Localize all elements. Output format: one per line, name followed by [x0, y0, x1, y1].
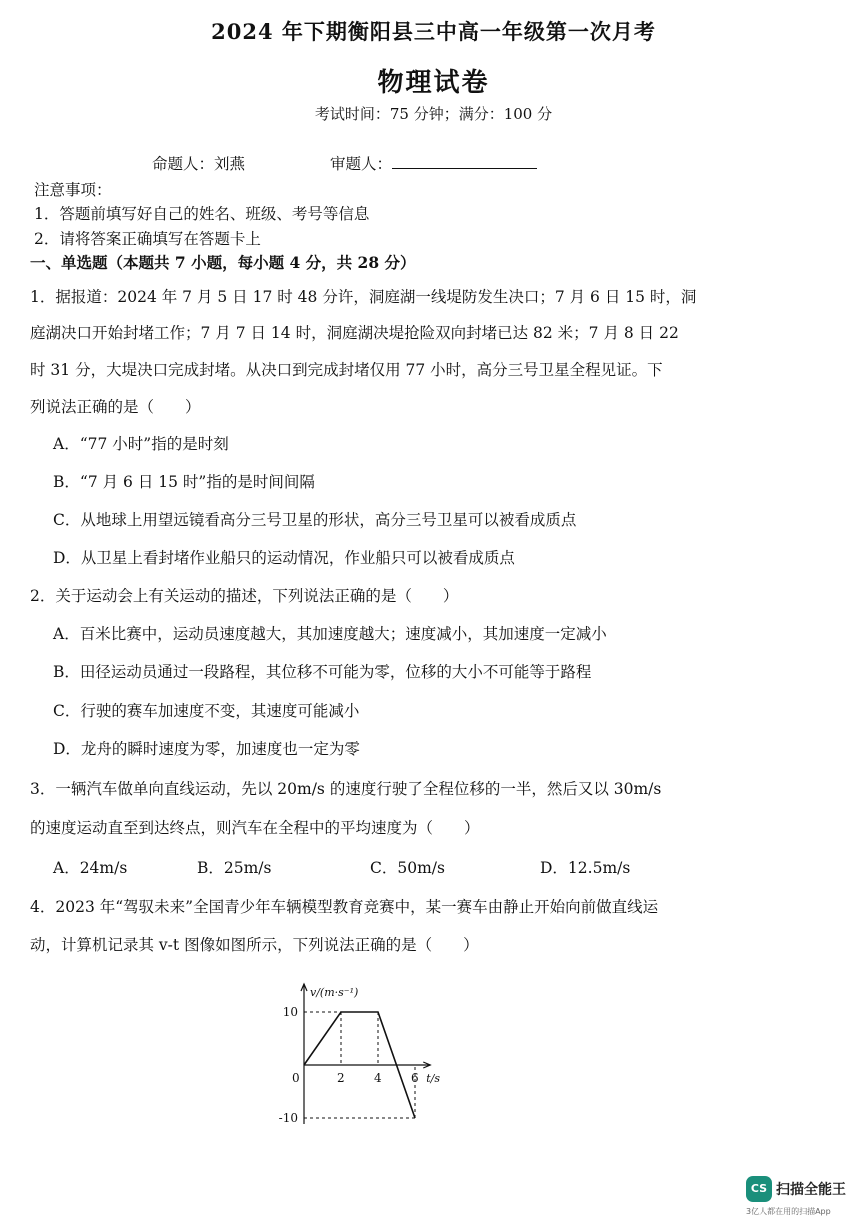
q1-line: 时 31 分，大堤决口完成封堵。从决口到完成封堵仅用 77 小时，高分三号卫星全程见证。下	[30, 361, 663, 379]
vt-graph	[270, 965, 470, 1140]
scanner-watermark	[742, 1176, 862, 1222]
q1-option-b: B．“7 月 6 日 15 时”指的是时间间隔	[53, 473, 315, 491]
x-tick-label: 0	[292, 1071, 300, 1085]
q3-line: 的速度运动直至到达终点，则汽车在全程中的平均速度为（ ）	[30, 819, 480, 837]
q1-option-d: D．从卫星上看封堵作业船只的运动情况，作业船只可以被看成质点	[53, 549, 515, 567]
q1-line: 列说法正确的是（ ）	[30, 398, 201, 416]
x-axis-label: t/s	[426, 1072, 441, 1085]
q3-option-d: D．12.5m/s	[540, 859, 631, 877]
reviewer-label: 审题人：	[330, 155, 393, 173]
q1-option-c: C．从地球上用望远镜看高分三号卫星的形状，高分三号卫星可以被看成质点	[53, 511, 577, 529]
q3-option-a: A．24m/s	[53, 859, 128, 877]
q2-option-b: B．田径运动员通过一段路程，其位移不可能为零，位移的大小不可能等于路程	[53, 663, 592, 681]
q4-line: 动，计算机记录其 v-t 图像如图所示，下列说法正确的是（ ）	[30, 936, 479, 954]
watermark-tagline: 3亿人都在用的扫描App	[746, 1207, 831, 1216]
x-tick-label: 6	[411, 1071, 419, 1085]
q1-line: 庭湖决口开始封堵工作；7 月 7 日 14 时，洞庭湖决堤抢险双向封堵已达 82 米；7 月 8 日 22	[30, 324, 679, 342]
q1-option-a: A．“77 小时”指的是时刻	[53, 435, 229, 453]
exam-subject: 物理试卷	[377, 68, 490, 98]
x-tick-label: 2	[337, 1071, 345, 1085]
q3-line: 3．一辆汽车做单向直线运动，先以 20m/s 的速度行驶了全程位移的一半，然后又以 30m/s	[30, 780, 662, 798]
exam-info: 考试时间：75 分钟；满分：100 分	[314, 105, 553, 123]
y-axis-label: v/(m·s⁻¹)	[310, 986, 359, 999]
camscanner-icon: CS	[746, 1176, 772, 1202]
notes-heading: 注意事项：	[34, 181, 112, 199]
q2-stem: 2．关于运动会上有关运动的描述，下列说法正确的是（ ）	[30, 587, 459, 605]
q3-option-b: B．25m/s	[197, 859, 272, 877]
setter: 命题人：刘燕	[152, 155, 246, 173]
q2-option-d: D．龙舟的瞬时速度为零，加速度也一定为零	[53, 740, 360, 758]
watermark-name: 扫描全能王	[776, 1182, 846, 1198]
note-item: 2．请将答案正确填写在答题卡上	[34, 230, 261, 248]
y-tick-label: 10	[282, 1005, 298, 1019]
section-heading: 一、单选题（本题共 7 小题，每小题 4 分，共 28 分）	[30, 253, 416, 272]
q2-option-c: C．行驶的赛车加速度不变，其速度可能减小	[53, 702, 360, 720]
x-tick-label: 4	[374, 1071, 382, 1085]
y-tick-label: -10	[278, 1111, 298, 1125]
q3-option-c: C．50m/s	[370, 859, 445, 877]
reviewer	[330, 152, 537, 174]
note-item: 1．答题前填写好自己的姓名、班级、考号等信息	[34, 205, 370, 223]
q1-line: 1．据报道：2024 年 7 月 5 日 17 时 48 分许，洞庭湖一线堤防发生决口；7 月 6 日 15 时，洞	[30, 288, 697, 306]
q2-option-a: A．百米比赛中，运动员速度越大，其加速度越大；速度减小，其加速度一定减小	[53, 625, 607, 643]
q4-line: 4．2023 年“驾驭未来”全国青少年车辆模型教育竞赛中，某一赛车由静止开始向前做直线运	[30, 898, 659, 916]
exam-title: 2024 年下期衡阳县三中高一年级第一次月考	[211, 19, 656, 44]
reviewer-blank	[392, 154, 537, 169]
